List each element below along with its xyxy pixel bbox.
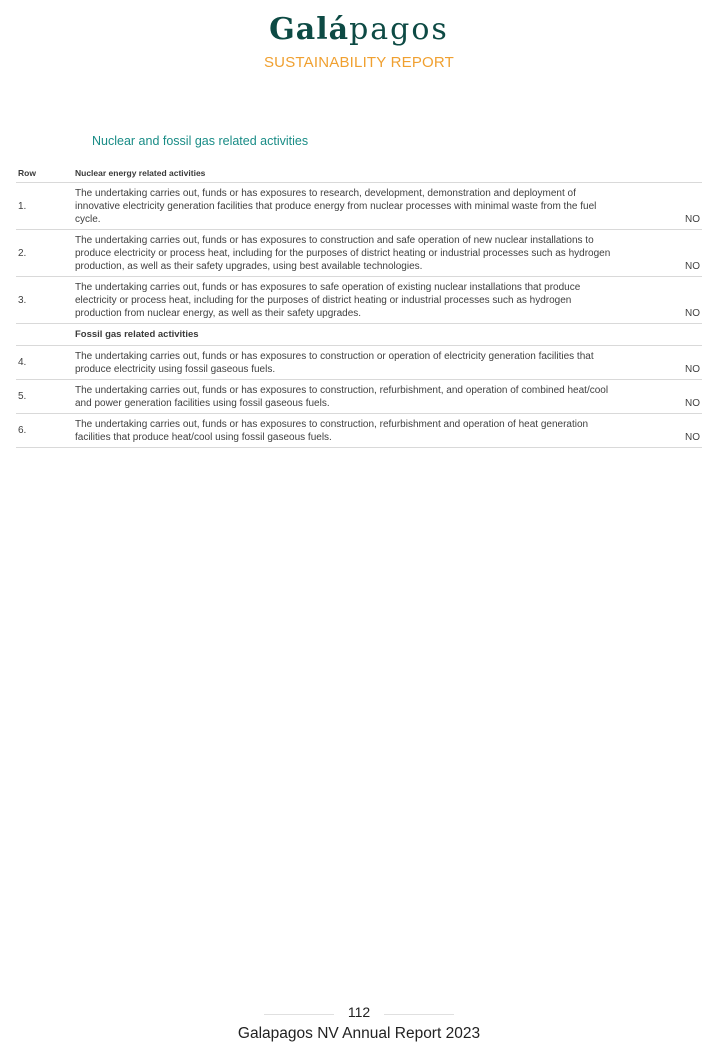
row-value: NO	[615, 230, 702, 277]
row-column-header: Row	[16, 164, 75, 183]
row-description: The undertaking carries out, funds or has exposures to construction or operation of electricity generation facilities that produce electricity using fossil gaseous fuels.	[75, 346, 615, 380]
row-value: NO	[615, 380, 702, 414]
row-number: 6.	[16, 414, 75, 448]
row-number: 3.	[16, 277, 75, 324]
row-value: NO	[615, 183, 702, 230]
table-row	[16, 414, 702, 448]
row-description: The undertaking carries out, funds or has exposures to construction, refurbishment, and operation of combined heat/cool and power generation facilities using fossil gaseous fuels.	[75, 380, 615, 414]
logo-light-part: pagos	[349, 12, 449, 47]
table-header-row	[16, 164, 702, 183]
row-value: NO	[615, 414, 702, 448]
page-number: 112	[347, 1004, 371, 1020]
table-row	[16, 230, 702, 277]
empty-cell	[16, 324, 75, 346]
row-number: 1.	[16, 183, 75, 230]
footer-document-title: Galapagos NV Annual Report 2023	[237, 1025, 481, 1042]
empty-cell	[615, 324, 702, 346]
galapagos-logo	[269, 12, 449, 48]
row-number: 2.	[16, 230, 75, 277]
table-row	[16, 183, 702, 230]
taxonomy-activities-table	[16, 164, 702, 448]
fossil-section-header-row	[16, 324, 702, 346]
table-row	[16, 277, 702, 324]
nuclear-section-header: Nuclear energy related activities	[75, 164, 615, 183]
table-row	[16, 346, 702, 380]
row-value: NO	[615, 277, 702, 324]
table-row	[16, 380, 702, 414]
logo-bold-part: Galá	[269, 12, 350, 47]
value-column-header	[615, 164, 702, 183]
row-number: 5.	[16, 380, 75, 414]
page-header	[0, 12, 718, 71]
fossil-section-header: Fossil gas related activities	[75, 324, 615, 346]
row-value: NO	[615, 346, 702, 380]
report-title: SUSTAINABILITY REPORT	[263, 54, 455, 71]
row-description: The undertaking carries out, funds or has exposures to construction, refurbishment and operation of heat generation facilities that produce heat/cool using fossil gaseous fuels.	[75, 414, 615, 448]
row-number: 4.	[16, 346, 75, 380]
page-footer	[0, 1004, 718, 1043]
row-description: The undertaking carries out, funds or has exposures to research, development, demonstration and deployment of innovative electricity generation facilities that produce energy from nuclear processes with minimal waste from the fuel cycle.	[75, 183, 615, 230]
section-title: Nuclear and fossil gas related activities	[92, 134, 309, 148]
row-description: The undertaking carries out, funds or has exposures to construction and safe operation of new nuclear installations to produce electricity or process heat, including for the purposes of district heating or industrial processes such as hydrogen production, as well as their safety upgrades, using best available technologies.	[75, 230, 615, 277]
row-description: The undertaking carries out, funds or has exposures to safe operation of existing nuclear installations that produce electricity or process heat, including for the purposes of district heating or industrial processes such as hydrogen production from nuclear energy, as well as their safety upgrades.	[75, 277, 615, 324]
page-number-rule	[264, 1004, 454, 1022]
